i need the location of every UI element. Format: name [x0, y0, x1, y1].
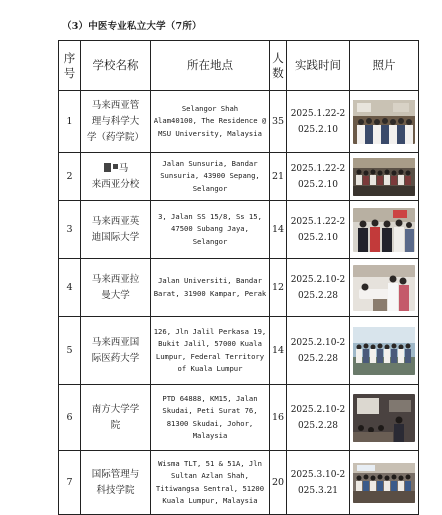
row-index: 3 [59, 201, 81, 259]
header-address: 所在地点 [151, 41, 270, 91]
school-address: Selangor Shah Alam40100, The Residence @ MSU University, Malaysia [151, 91, 270, 153]
row-index: 7 [59, 451, 81, 515]
school-address: Jalan Universiti, Bandar Barat, 31900 Kampar, Perak [151, 259, 270, 317]
lecture-hall-photo-icon [353, 158, 415, 196]
table-row [59, 201, 419, 259]
photo-cell [350, 201, 419, 259]
practice-period: 2025.3.10-2 025.3.21 [287, 451, 350, 515]
student-count: 21 [270, 153, 287, 201]
header-period: 实践时间 [287, 41, 350, 91]
row-index: 6 [59, 385, 81, 451]
photo-cell [350, 385, 419, 451]
student-count: 20 [270, 451, 287, 515]
photo-cell [350, 317, 419, 385]
redaction-mark [104, 163, 111, 172]
school-address: Jalan Sunsuria, Bandar Sunsuria, 43900 Sepang, Selangor [151, 153, 270, 201]
row-index: 1 [59, 91, 81, 153]
redaction-mark [113, 164, 118, 169]
row-index: 4 [59, 259, 81, 317]
school-address: Wisma TLT, 51 & 51A, Jln Sultan Azlan Shah, Titiwangsa Sentral, 51200 Kuala Lumpur, Malaysia [151, 451, 270, 515]
table-row [59, 451, 419, 515]
group-photo-icon [353, 100, 415, 144]
practice-period: 2025.1.22-2 025.2.10 [287, 201, 350, 259]
practice-period: 2025.2.10-2 025.2.28 [287, 259, 350, 317]
photo-cell [350, 91, 419, 153]
row-index: 5 [59, 317, 81, 385]
header-photo: 照片 [350, 41, 419, 91]
school-name: 马 来西亚分校 [81, 153, 151, 201]
clinic-practice-photo-icon [353, 265, 415, 311]
classroom-group-photo-icon [353, 463, 415, 503]
practice-period: 2025.1.22-2 025.2.10 [287, 153, 350, 201]
section-heading: （3）中医专业私立大学（7所） [62, 21, 202, 32]
practice-period: 2025.2.10-2 025.2.28 [287, 317, 350, 385]
student-count: 12 [270, 259, 287, 317]
school-name: 马来西亚管 理与科学大 学（药学院） [81, 91, 151, 153]
practice-period: 2025.1.22-2 025.2.10 [287, 91, 350, 153]
school-name: 马来西亚拉 曼大学 [81, 259, 151, 317]
student-count: 35 [270, 91, 287, 153]
student-count: 16 [270, 385, 287, 451]
table-row [59, 91, 419, 153]
school-address: PTD 64888, KM15, Jalan Skudai, Peti Surat 76, 81300 Skudai, Johor, Malaysia [151, 385, 270, 451]
school-name: 马来西亚国 际医药大学 [81, 317, 151, 385]
formal-group-photo-icon [353, 208, 415, 252]
table-row [59, 259, 419, 317]
lecture-photo-icon [353, 394, 415, 442]
school-name: 国际管理与 科技学院 [81, 451, 151, 515]
school-name: 南方大学学 院 [81, 385, 151, 451]
table-row [59, 385, 419, 451]
header-index: 序 号 [59, 41, 81, 91]
school-address: 3, Jalan SS 15/8, Ss 15, 47500 Subang Jaya, Selangor [151, 201, 270, 259]
photo-cell [350, 451, 419, 515]
photo-cell [350, 259, 419, 317]
school-name: 马来西亚英 迪国际大学 [81, 201, 151, 259]
table-header-row [59, 41, 419, 91]
header-school: 学校名称 [81, 41, 151, 91]
school-address: 126, Jln Jalil Perkasa 19, Bukit Jalil, 57000 Kuala Lumpur, Federal Territory of Kuala Lumpur [151, 317, 270, 385]
table-row [59, 153, 419, 201]
student-count: 14 [270, 201, 287, 259]
campus-group-photo-icon [353, 327, 415, 375]
table-row [59, 317, 419, 385]
universities-table [58, 40, 419, 515]
header-count: 人 数 [270, 41, 287, 91]
student-count: 14 [270, 317, 287, 385]
photo-cell [350, 153, 419, 201]
practice-period: 2025.2.10-2 025.2.28 [287, 385, 350, 451]
row-index: 2 [59, 153, 81, 201]
